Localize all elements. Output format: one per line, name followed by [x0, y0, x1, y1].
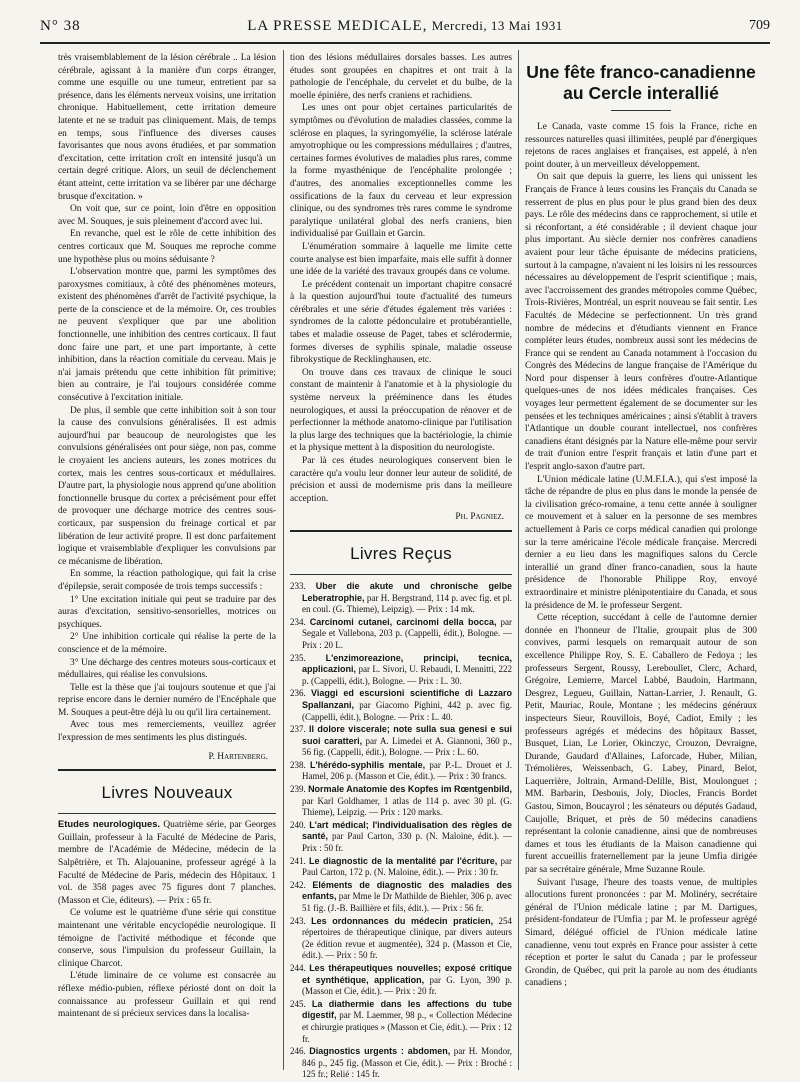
issue-number: N° 38	[40, 18, 81, 34]
book-details: par Karl Goldhamer, 1 atlas de 114 p. avec 30 pl. (G. Thieme), Leipzig. — Prix : 120 marks.	[302, 795, 512, 818]
book-entry	[290, 1046, 512, 1081]
book-title: Les thérapeutiques nouvelles; exposé critique et synthétique, application,	[302, 962, 512, 985]
paragraph: Cette réception, succédant à celle de l'automne dernier donnée en l'honneur de l'Italie, groupait plus de 300 convives, parmi lesquels on remarquait autour de son excellence Philippe Roy, S. E. Caballero de Fedoya ; les professeurs Sergent, Roussy, Lereboullet, Clerc, Achard, Grégoire, Lemierre, Marcel Labbé, Baudoin, Hartmann, Desgrez, Legueu, Guillain, Nattan-Larrier, J. Renault, G. Petit, Mauriac, Roule, Montane ; les médecins généraux inspecteurs Sieur, Rouvillois, Boyé, Cadiot, Emily ; les professeurs agrégés et médecins des hôpitaux Basset, Busquet, Lian, Le Lorier, Okinczyc, Crouzon, Devraigne, Durande, Gaudard d'Allaines, Laforcade, Huber, Milian, Trémolières, Weissenbach, G. Labey, Pinard, Belot, Laquerrière, Joltrain, Armand-Delille, Bist, Moulonguet ; MM. Barbarin, Desbouis, Joly, Diocles, Francis Bordet Gastou, Simon, Boucayrol ; les sénateurs ou députés Gadaud, Caujolle, Briquet, et près de 50 médecins canadiens représentant la colonie canadienne, ainsi que de nombreuses dames et tous les étudiants de la Maison canadienne qui furent accueillis fraternellement par la jeune Umfia dirigée par sa secrétaire générale, Mme Suzanne Roule.	[525, 613, 757, 876]
book-number: 238.	[290, 759, 306, 770]
column-right	[525, 52, 757, 1070]
book-number: 239.	[290, 784, 306, 795]
book-entry	[290, 653, 512, 688]
paragraph: En revanche, quel est le rôle de cette inhibition des centres corticaux que M. Souques me reproche comme une hypothèse plus ou moins séduisante ?	[58, 229, 276, 265]
book-title: La diathermie dans les affections du tube digestif,	[302, 998, 513, 1021]
paragraph: L'observation montre que, parmi les symptômes des paroxysmes comitiaux, à côté des phénomènes moteurs, existent des phénomènes d'arrêt de l'activité psychique, la perte de la conscience et de la mémoire. Or, ces troubles ne peuvent s'expliquer que par une abolition fonctionnelle, une inhibition des centres corticaux. Il faut donc faire une part, et une part importante, à cette inhibition, dans la réaction comitiale du cerveau. Mais je n'ai jamais prétendu que cette inhibition fût primitive; bien au contraire, je l'ai toujours considérée comme consécutive à l'excitation initiale.	[58, 267, 276, 404]
book-title: Il dolore viscerale; note sulla sua genesi e sui suoi caratteri,	[302, 724, 512, 746]
paragraph: L'énumération sommaire à laquelle me limite cette courte analyse est bien imparfaite, mais elle suffit à donner une idée de la variété des travaux groupés dans ce volume.	[290, 241, 512, 278]
book-title: Le diagnostic de la mentalité par l'écriture,	[309, 855, 498, 866]
book-number: 234.	[290, 616, 306, 627]
paragraph: tion des lésions médullaires dorsales basses. Les autres études sont groupées en chapitres et ont trait à la pathologie de l'encéphale, du cervelet et du bulbe, de la moelle épinière, des nerfs craniens et rachidiens.	[290, 53, 512, 101]
page-header	[40, 18, 770, 40]
book-details: par Paul Carton, 330 p. (N. Maloine, édit.). — Prix : 50 fr.	[302, 831, 512, 854]
book-title: Les ordonnances du médecin praticien,	[311, 915, 494, 926]
review-book-title: Etudes neurologiques.	[58, 818, 161, 830]
running-title	[40, 18, 770, 35]
review-signature: Ph. Pagniez.	[455, 512, 504, 523]
book-title: L'hérédo-syphilis mentale,	[309, 759, 426, 770]
book-title: L'enzimoreazione, principi, tecnica, applicazioni,	[302, 652, 512, 675]
paragraph: Suivant l'usage, l'heure des toasts venue, de multiples allocutions furent prononcées : par M. Molinéry, secrétaire général de l'Union médicale latine ; par M. Dartigues, président-fondateur de l'Umfia ; par M. le professeur agrégé Simard, délégué officiel de l'Union médicale latine canadienne, venu tout exprès en France pour assister à cette réception et porter le salut du Canada ; par le professeur Grondin, de Québec, qui prit la parole au nom des étudiants canadiens ;	[525, 877, 757, 989]
column-divider	[518, 50, 519, 1070]
book-number: 244.	[290, 962, 306, 973]
paragraph: On voit que, sur ce point, loin d'être en opposition avec M. Souques, je suis pleinement d'accord avec lui.	[58, 204, 276, 227]
paragraph: Ce volume est le quatrième d'une série qui constitue maintenant une véritable encyclopédie neurologique. Il témoigne de l'activité méthodique et féconde que conserve, sous l'impulsion du professeur Guillain, la clinique Charcot.	[58, 908, 276, 969]
column-left	[58, 52, 276, 1070]
column-middle	[290, 52, 513, 1080]
section-title-livres-recus: Livres Reçus	[350, 543, 452, 563]
book-details: par Paul Carton, 172 p. (N. Maloine, édit.). — Prix : 30 fr.	[302, 855, 512, 878]
review-book-details: Quatrième série, par Georges Guillain, professeur à la Faculté de Médecine de Paris, membre de l'Académie de Médecine, médecin de la Salpêtrière, et Th. Alajouanine, professeur agrégé à la Faculté de Médecine de Paris, médecin des Hôpitaux. 1 vol. de 358 pages avec 75 figures dont 7 planches. (Masson et Cie, éditeurs). — Prix : 65 fr.	[58, 820, 276, 906]
book-details: par H. Bergstrand, 114 p. avec fig. et pl. en coul. (G. Thieme), Leipzig). — Prix : 14 mk.	[302, 592, 512, 615]
book-number: 241.	[290, 855, 306, 866]
paragraph: De plus, il semble que cette inhibition soit à son tour la cause des convulsions généralisées. Il est admis aujourd'hui par beaucoup de neurologistes que les convulsions généralisées ont pour siège, non pas, comme le croyaient les anciens auteurs, les zones motrices du cortex, mais les centres sous-corticaux et médullaires. D'autre part, la physiologie nous apprend qu'une abolition fonctionnelle brusque du cortex a précisément pour effet de provoquer une décharge motrice des centres sous-corticaux, par suspension du freinage cortical et par libération de leur activité propre. Il est donc parfaitement logique et vraisemblable d'expliquer les convulsions par ce mécanisme de libération.	[58, 405, 276, 567]
book-details: par Segale et Vallebona, 203 p. (Cappelli, édit.), Bologne. — Prix : 20 L.	[302, 616, 512, 650]
header-rule	[40, 42, 770, 44]
received-books-list	[290, 581, 512, 1081]
paragraph: On sait que depuis la guerre, les liens qui unissent les Français de France à leurs cousins les Français du Canada se resserrent de plus en plus pour le plus grand bien des deux pays. Le rôle des médecins dans ce rapprochement, si utile et si réconfortant, a été considérable ; il devient chaque jour plus important. Au siècle dernier nos confrères canadiens avaient pour leur tâche épuisante de médecins praticiens, surtout à la campagne, n'avaient ni les loisirs ni les ressources nécessaires au développement de l'esprit scientifique ; mais, avec l'accroissement des grandes métropoles comme Québec, Trois-Rivières, Montréal, un esprit nouveau se fait sentir. Les Facultés de Médecine se perfectionnent. Un très grand nombre de médecins et d'étudiants viennent en France compléter leurs études, nombreux aussi sont les médecins de France qui se rendent au Canada notamment à l'occasion du Congrès des Médecins de langue française de l'Amérique du Nord pour dispenser à leurs confrères d'outre-Atlantique quelques-unes de nos idées médicales françaises. Ces voyages leur permettent également de se documenter sur les pensées et les techniques américaines ; ainsi s'établit à travers l'Atlantique un double courant intellectuel, nos confrères canadiens étant désignés par la Nature elle-même pour servir de trait d'union entre l'esprit français et latin d'une part et l'esprit anglo-saxon d'autre part.	[525, 172, 757, 473]
book-title: Carcinomi cutanei, carcinomi della bocca,	[309, 616, 497, 627]
section-rule	[290, 574, 512, 575]
book-title: Uber die akute und chronische gelbe Leberatrophie,	[302, 580, 512, 603]
book-number: 245.	[290, 998, 306, 1009]
book-entry	[290, 820, 512, 855]
paragraph: Avec tous mes remerciements, veuillez agréer l'expression de mes sentiments les plus distingués.	[58, 720, 276, 744]
book-entry	[290, 581, 512, 616]
book-details: par G. Lyon, 390 p. (Masson et Cie, édit.). — Prix : 20 fr.	[302, 974, 512, 997]
book-details: par L. Sivori, U. Rebaudi, I. Mennitti, 222 p. (Cappelli, édit.), Bologne. — Prix : L. 30.	[302, 664, 512, 686]
section-rule	[290, 530, 512, 532]
book-details: par P.-L. Drouet et J. Hamel, 206 p. (Masson et Cie, édit.). — Prix : 30 francs.	[302, 759, 513, 782]
title-rule	[611, 110, 671, 111]
book-number: 243.	[290, 915, 306, 926]
issue-date: Mercredi, 13 Mai 1931	[431, 18, 563, 33]
book-entry	[290, 880, 512, 915]
review-entry	[58, 818, 276, 907]
book-details: par H. Mondor, 846 p., 245 fig. (Masson et Cie, édit.). — Prix : Broché : 125 fr.; Relié : 145 fr.	[302, 1046, 512, 1080]
book-entry	[290, 760, 512, 783]
publication-name: LA PRESSE MEDICALE,	[247, 18, 428, 34]
paragraph: Le précédent contenait un important chapitre consacré à la question aujourd'hui toute d'actualité des tumeurs cérébrales et une série d'études également très variées : syndromes de la calotte pédonculaire et protubérantielle, tabes et maladie osseuse de Paget, tabes et sclérodermie, formes diverses de syphilis spinale, maladie osseuse fibrokystique de Recklinghausen, etc.	[290, 279, 512, 366]
paragraph: Le Canada, vaste comme 15 fois la France, riche en ressources naturelles quasi illimitées, peuplé par d'énergiques rejetons de races anglaises et françaises, est appelé, à n'en point douter, à un merveilleux développement.	[525, 122, 757, 170]
book-number: 240.	[290, 819, 306, 830]
book-entry	[290, 724, 512, 759]
book-entry	[290, 784, 512, 819]
paragraph: L'Union médicale latine (U.M.F.I.A.), qui s'est imposé la tâche de répandre de plus en plus dans le monde la pensée de la civilisation gréco-romaine, a tenu cette année à souligner ce mouvement et à saluer en la personne de ses membres actuellement à Paris ce corps médical canadien qui prolonge sur la terre américaine l'école médicale française. Mercredi dernier a eu lieu dans les magnifiques salons du Cercle interallié un grand dîner franco-canadien, sous la haute présidence de l'honorable Philippe Roy, envoyé extraordinaire et ministre plénipotentiaire du Canada, et sous la présidence de M. le professeur Sergent.	[525, 474, 757, 611]
section-rule	[58, 769, 276, 771]
list-item: 2° Une inhibition corticale qui réalise la perte de la conscience et de la mémoire.	[58, 632, 276, 655]
book-number: 235.	[290, 652, 306, 663]
book-title: L'art médical; l'individualisation des règles de santé,	[302, 819, 512, 842]
book-entry	[290, 916, 512, 962]
book-details: par A. Limedei et A. Giannoni, 360 p., 56 fig. (Cappelli, édit.), Bologne. — Prix : L. 60.	[302, 735, 512, 758]
paragraph: Par là ces études neurologiques conservent bien le caractère qu'a voulu leur donner leur auteur de solidité, de précision et aussi de modernisme pris dans la meilleure acception.	[290, 456, 512, 504]
book-details: par M. Laemmer, 98 p., « Collection Médecine et chirurgie pratiques » (Masson et Cie, édit.). — Prix : 12 fr.	[302, 1010, 512, 1044]
paragraph: Telle est la thèse que j'ai toujours soutenue et que j'ai reprise encore dans le dernier numéro de l'Encéphale que M. Souques a peut-être déjà lu ou qu'il lira certainement.	[58, 682, 276, 718]
page-number: 709	[749, 18, 770, 33]
paragraph: L'étude liminaire de ce volume est consacrée au réflexe médio-pubien, réflexe périosté dont on doit la connaissance au professeur Guillain et qui rend maintenant de si précieux services dans la localisa-	[58, 971, 276, 1020]
article-title: Une fête franco-canadienne au Cercle interallié	[526, 62, 756, 103]
list-item: 1° Une excitation initiale qui peut se traduire par des auras d'excitation, sensitivo-sensorielles, motrices ou psychiques.	[58, 594, 276, 630]
book-entry	[290, 963, 512, 998]
book-number: 233.	[290, 580, 306, 591]
book-entry	[290, 856, 512, 879]
paragraph: Les unes ont pour objet certaines particularités de symptômes ou d'évolution de maladies classées, comme la sclérose en plaques, la syringomyélie, la sclérose latérale amyotrophique ou les compressions médullaires ; d'autres, certaines formes évolutives de maladies plus rares, comme la forme myasthénique de l'encéphalite prolongée ; d'autres, des anomalies exceptionnelles comme les ossifications de la faux du cerveau et leur expression clinique, ou des syndromes très rares comme le syndrome paralytique unilatéral global des nerfs craniens, bien individualisé par Guillain et Garcin.	[290, 103, 512, 240]
paragraph: On trouve dans ces travaux de clinique le souci constant de maintenir à l'anatomie et à la physiologie du système nerveux la prééminence dans les études neurologiques, et aussi la préoccupation de rénover et de perfectionner la méthode anatomo-clinique par l'utilisation la plus large des techniques que la bactériologie, la chimie et la physique mettent à la disposition du neurologiste.	[290, 367, 512, 454]
section-rule	[58, 813, 276, 814]
section-title-livres-nouveaux: Livres Nouveaux	[101, 783, 233, 803]
book-details: 254 répertoires de thérapeutique clinique, par divers auteurs (2e édition revue et augmentée), 324 p. (Masson et Cie, édit.). — Prix : 50 fr.	[302, 915, 513, 961]
book-number: 246.	[290, 1046, 306, 1057]
author-signature: P. Hartenberg.	[208, 751, 268, 762]
book-details: par Giacomo Pighini, 442 p. avec fig. (Cappelli, édit.), Bologne. — Prix : L. 40.	[302, 699, 512, 722]
column-divider	[283, 50, 284, 1070]
book-title: Eléments de diagnostic des maladies des enfants,	[302, 879, 512, 902]
book-entry	[290, 688, 512, 723]
book-entry	[290, 999, 512, 1045]
paragraph: très vraisemblablement de la lésion cérébrale .. La lésion cérébrale, agissant à la manière d'un corps étranger, comme une esquille ou une tumeur, entretient par sa présence, dans les éléments nerveux voisins, une irritation chronique. Habituellement, cette irritation demeure latente et ne se traduit pas cliniquement. Mais, de temps en temps, sous l'influence des diverses causes favorisantes que nous avons étudiées, et par sommation d'excitation, cette irritation croît en intensité jusqu'à un certain degré critique. Alors, un seuil de déclenchement étant atteint, cette irritation va se libérer par une décharge brusque d'excitation. »	[58, 53, 276, 202]
book-title: Normale Anatomie des Kopfes im Rœntgenbild,	[308, 784, 513, 795]
paragraph: En somme, la réaction pathologique, qui fait la crise d'épilepsie, serait composée de trois temps successifs :	[58, 569, 276, 592]
book-title: Viaggi ed escursioni scientifiche di Lazzaro Spallanzani,	[302, 688, 513, 710]
book-title: Diagnostics urgents : abdomen,	[309, 1046, 451, 1057]
book-number: 237.	[290, 724, 306, 735]
letter-body	[58, 52, 276, 763]
list-item: 3° Une décharge des centres moteurs sous-corticaux et médullaires, qui réalise les convulsions.	[58, 657, 276, 681]
book-number: 236.	[290, 688, 306, 699]
book-entry	[290, 617, 512, 652]
book-number: 242.	[290, 879, 306, 890]
book-details: par Mme le Dr Mathilde de Biehler, 306 p. avec 51 fig. (J.-B. Baillière et fils, édit.). — Prix : 56 fr.	[302, 891, 512, 913]
